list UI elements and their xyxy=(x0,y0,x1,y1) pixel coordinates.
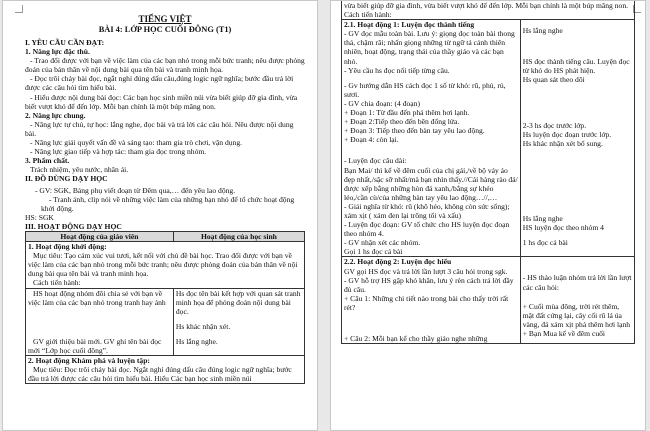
teacher-step: Gọi 1 hs đọc cả bài xyxy=(344,247,403,257)
table-row xyxy=(26,288,305,355)
section-heading: I. YÊU CẦU CẦN ĐẠT: xyxy=(25,38,105,47)
activity-method: Cách tiến hành: xyxy=(344,10,392,20)
student-step: Hs luyện đọc đoạn trước lớp. xyxy=(522,129,612,139)
activity-table xyxy=(341,1,635,344)
column-header-student: Hoạt động của học sinh xyxy=(173,231,304,241)
activity-method: Cách tiến hành: xyxy=(33,278,81,288)
lesson-title: BÀI 4: LỚP HỌC CUỐI ĐÔNG (T1) xyxy=(98,25,232,34)
teacher-step: - GV đọc mẫu toàn bài. Lưu ý: giọng đọc toàn bài thong thả, chậm rãi; nhấn giọng những từ ngữ tả cảnh thiên nhiên, hoạt động, trạng thái của thầy giáo và các bạn nhỏ. xyxy=(344,29,515,66)
student-step: + Bạn Mua kể về đêm cuối xyxy=(522,328,606,338)
paragraph: - Tranh ảnh, clip nói về những việc làm của những bạn nhỏ để tổ chức hoạt động khởi động. xyxy=(41,194,295,213)
teacher-step: - GV hỗ trợ HS gặp khó khăn, lưu ý rèn cách trả lời đầy đủ câu. xyxy=(344,275,514,294)
student-step: Hs khác nhận xét bổ sung. xyxy=(522,138,603,148)
student-step: Hs lắng nghe xyxy=(522,26,563,36)
student-step: 1 hs đọc cả bài xyxy=(522,238,568,248)
teacher-step: - Luyện đọc đoạn: GV tổ chức cho HS luyện đọc đoạn theo nhóm 4. xyxy=(344,220,510,239)
teacher-step: HS hoạt động nhóm đôi chia sẻ với bạn về việc làm của các bạn nhỏ trong tranh hay ảnh xyxy=(28,288,166,307)
paragraph: - Năng lực giải quyết vấn đề và sáng tạo: tham gia trò chơi, vận dụng. xyxy=(30,138,243,148)
teacher-step: + Câu 2: Mỗi bạn kể cho thầy giáo nghe những xyxy=(344,334,488,343)
paragraph: - Đọc trôi chảy bài đọc, ngắt nghỉ đúng dấu câu,đúng logic ngữ nghĩa; bước đầu trả lời được các câu hỏi tìm hiểu bài. xyxy=(25,74,294,93)
section-heading: II. ĐỒ DÙNG DẠY HỌC xyxy=(25,174,108,184)
activity-heading: 2.2. Hoạt động 2: Luyện đọc hiểu xyxy=(344,257,452,267)
paragraph: - Trao đổi được với bạn về việc làm của các bạn nhỏ trong mỗi bức tranh; nêu được phỏng đoán của bản thân về nội dung bài qua tên bài và tranh minh họa. xyxy=(25,56,305,75)
paragraph: HS: SGK xyxy=(25,212,54,222)
teacher-step: - Giải nghĩa từ khó: rũ (khô héo, không còn sức sống); xám xịt ( xám đen lại trông tối và xấu) xyxy=(344,201,510,220)
paragraph: - Hiểu được nội dung bài đọc: Các bạn học sinh miền núi vừa biết giúp đỡ gia đình, vừa biết vượt khó để đến lớp. Mỗi bạn chính là một búp măng non. xyxy=(25,92,298,111)
document-page-2 xyxy=(330,0,646,431)
table-cell xyxy=(342,20,521,257)
student-step: HS luyện đọc theo nhóm 4 xyxy=(522,222,604,232)
column-header-teacher: Hoạt động của giáo viên xyxy=(26,231,174,241)
student-step: Hs lắng nghe xyxy=(522,213,563,223)
student-step: HS đọc thành tiếng câu. Luyện đọc từ khó do HS phát hiện. xyxy=(522,57,630,76)
teacher-step: + Câu 1: Những chi tiết nào trong bài cho thấy trời rất rét? xyxy=(344,293,509,312)
table-row xyxy=(342,257,635,344)
student-step: Hs đọc tên bài kết hợp với quan sát tranh minh họa để phỏng đoán nội dung bài đọc. xyxy=(175,288,301,316)
student-step: Hs khác nhận xét. xyxy=(175,321,231,331)
table-cell xyxy=(342,257,521,344)
teacher-step: + Đoạn 4: còn lại. xyxy=(344,135,399,145)
activity-heading: 2.1. Hoạt động 1: Luyện đọc thành tiếng xyxy=(344,20,475,30)
subsection-heading: 2. Năng lực chung. xyxy=(25,110,86,120)
paragraph: - GV: SGK, Bảng phụ viết đoạn từ Đêm qua,… đến yêu lao động. xyxy=(35,185,236,195)
table-cell xyxy=(26,242,305,288)
table-row xyxy=(342,1,635,20)
paragraph: - Năng lực tự chủ, tự học: lắng nghe, đọc bài và trả lời các câu hỏi. Nêu được nội dung bài. xyxy=(25,119,294,138)
teacher-step: - GV nhận xét các nhóm. xyxy=(344,238,421,248)
activity-heading: 1. Hoạt động khởi động: xyxy=(28,242,107,252)
activity-heading: 2. Hoạt động Khám phá và luyện tập: xyxy=(28,355,150,365)
teacher-step: + Đoạn 1: Từ đầu đến phả thêm hơi lạnh. xyxy=(344,108,470,118)
teacher-step: - GV chia đoạn: (4 đoạn) xyxy=(344,98,420,108)
teacher-step: + Đoạn 2:Tiếp theo đến bên đống lửa. xyxy=(344,117,460,127)
teacher-step: - Luyện đọc câu dài: xyxy=(344,156,407,166)
table-cell xyxy=(173,288,304,355)
document-page-1 xyxy=(2,0,318,431)
table-row xyxy=(26,355,305,383)
teacher-step: GV giới thiệu bài mới. GV ghi tên bài đọc mới “Lớp học cuối đông”. xyxy=(28,336,162,355)
table-row xyxy=(26,242,305,288)
activity-goal: Mục tiêu: Đọc trôi chảy bài đọc. Ngắt nghỉ đúng dấu câu đúng logic ngữ nghĩa; bước đầu trả lời được các câu hỏi tìm hiểu bài. Hiểu Các bạn học sinh miền núi xyxy=(28,365,292,384)
table-header-row xyxy=(26,231,305,241)
table-cell xyxy=(342,1,635,20)
student-step: Hs lắng nghe. xyxy=(175,336,218,346)
student-step: + Cuối mùa đông, trời rét thêm, mặt đất cứng lại, cây cối rũ lá úa vàng, đá xám xịt phả thêm hơi lạnh xyxy=(522,301,631,329)
teacher-step: + Đoạn 3: Tiếp theo đến bàn tay yêu lao động. xyxy=(344,126,485,136)
subsection-heading: 1. Năng lực đặc thù. xyxy=(25,47,90,57)
subject-heading: TIẾNG VIỆT xyxy=(138,14,192,24)
student-step: - HS thảo luận nhóm trả lời lần lượt các câu hỏi: xyxy=(522,273,632,292)
teacher-step: - Gv hướng dẫn HS cách đọc 1 số từ khó: rũ, phủ, rủ, sươi. xyxy=(344,80,506,99)
section-heading: III. HOẠT ĐỘNG DẠY HỌC xyxy=(25,221,122,231)
activity-goal: vừa biết giúp đỡ gia đình, vừa biết vượt khó để đến lớp. Mỗi bạn chính là một búp măng non. xyxy=(344,1,629,10)
teacher-step: Bạn Mai/ thì kể về đêm cuối của chị gái,/về bộ váy áo đẹp nhất,/sặc sỡ nhất/mà bạn nhìn thấy.//Cái hàng rào đá/được xếp bằng những hòn đá xanh,/bằng sự khéo léo,/cần cù/của những bàn tay yêu lao động…//,… xyxy=(344,165,518,202)
student-step: Hs quan sát theo dõi xyxy=(522,75,585,85)
teacher-step: - Yêu cầu hs đọc nối tiếp từng câu. xyxy=(344,65,450,75)
teacher-step: GV gọi HS đọc và trả lời lần lượt 3 câu hỏi trong sgk. xyxy=(344,266,508,276)
table-row xyxy=(342,20,635,257)
activity-goal: Mục tiêu: Tạo cảm xúc vui tươi, kết nối với chủ đề bài học. Trao đổi được với bạn về việc làm của các bạn nhỏ trong mỗi bức tranh; nêu được phỏng đoán của bản thân về nội dung bài qua tên bài và tranh minh họa. xyxy=(28,251,298,279)
subsection-heading: 3. Phẩm chất. xyxy=(25,156,70,166)
activity-table xyxy=(25,231,305,384)
table-cell xyxy=(26,288,174,355)
paragraph: Trách nhiệm, yêu nước, nhân ái. xyxy=(30,165,129,175)
table-cell xyxy=(26,355,305,383)
page-corner-mark xyxy=(15,5,23,13)
table-cell xyxy=(520,20,634,257)
paragraph: - Năng lực giao tiếp và hợp tác: tham gia đọc trong nhóm. xyxy=(30,147,207,157)
student-step: 2-3 hs đọc trước lớp. xyxy=(522,120,587,130)
table-cell xyxy=(520,257,634,344)
